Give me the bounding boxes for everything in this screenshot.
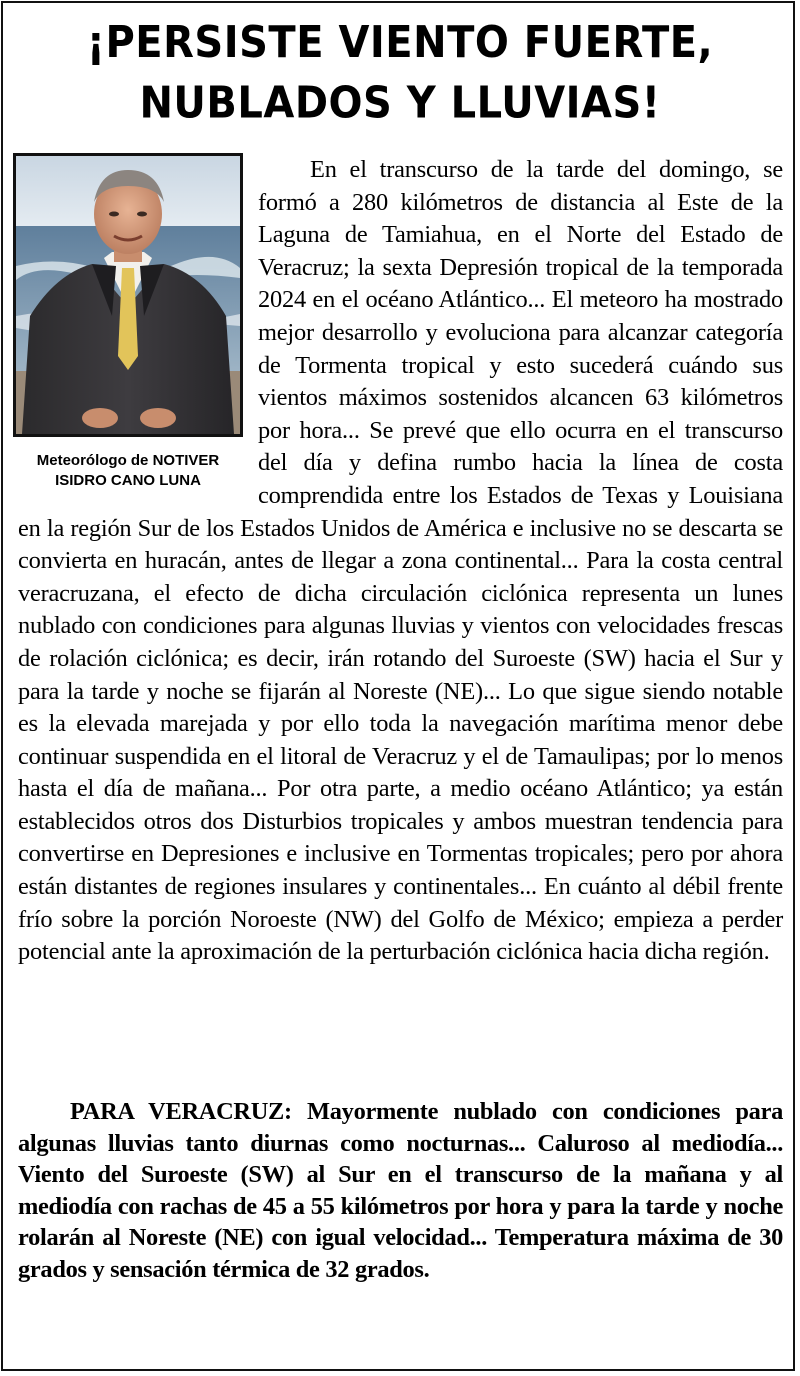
article-frame <box>1 1 795 1371</box>
photo-wrap-spacer <box>18 154 258 502</box>
forecast-text: PARA VERACRUZ: Mayormente nublado con condiciones para algunas lluvias tanto diurnas como nocturnas... Caluroso al mediodía... Viento del Suroeste (SW) al Sur en el transcurso de la mañana y al mediodía con rachas de 45 a 55 kilómetros por hora y para la tarde y noche rolarán al Noreste (NE) con igual velocidad... Temperatura máxima de 30 grados y sensación térmica de 32 grados. <box>18 1098 783 1283</box>
caption-line-1: Meteorólogo de NOTIVER <box>36 452 220 469</box>
headline-line-1: ¡PERSISTE VIENTO FUERTE, <box>86 17 714 68</box>
article-body-text: En el transcurso de la tarde del domingo, se formó a 280 kilómetros de distancia al Este de la Laguna de Tamiahua, en el Norte del Estado de Veracruz; la sexta Depresión tropical de la temporada 2024 en el océano Atlántico... El meteoro ha mostrado mejor desarrollo y evoluciona para alcanzar categoría de Tormenta tropical y esto sucederá cuándo sus vientos máximos sostenidos alcancen 63 kilómetros por hora... Se prevé que ello ocurra en el transcurso del día y defina rumbo hacia la línea de costa comprendida entre los Estados de Texas y Louisiana en la región Sur de los Estados Unidos de América e inclusive no se descarta se convierta en huracán, antes de llegar a zona continental... Para la costa central veracruzana, el efecto de dicha circulación ciclónica representa un lunes nublado con condiciones para algunas lluvias y vientos con velocidades frescas de rolación ciclónica; es decir, irán rotando del Suroeste (SW) hacia el Sur y para la tarde y noche se fijarán al Noreste (NE)... Lo que sigue siendo notable es la elevada marejada y por ello toda la navegación marítima menor debe continuar suspendida en el litoral de Veracruz y el de Tamaulipas; por lo menos hasta el día de mañana... Por otra parte, a medio océano Atlántico; ya están establecidos otros dos Disturbios tropicales y ambos muestran tendencia para convertirse en Depresiones e inclusive en Tormentas tropicales; pero por ahora están distantes de regiones insulares y continentales... En cuánto al débil frente frío sobre la porción Noroeste (NW) del Golfo de México; empieza a perder potencial ante la aproximación de la perturbación ciclónica hacia dicha región. <box>18 156 783 966</box>
article-body <box>18 154 783 969</box>
caption-line-2: ISIDRO CANO LUNA <box>55 472 201 489</box>
forecast-paragraph <box>18 1096 783 1285</box>
headline-line-2: NUBLADOS Y LLUVIAS! <box>139 78 661 129</box>
headline <box>3 13 797 134</box>
